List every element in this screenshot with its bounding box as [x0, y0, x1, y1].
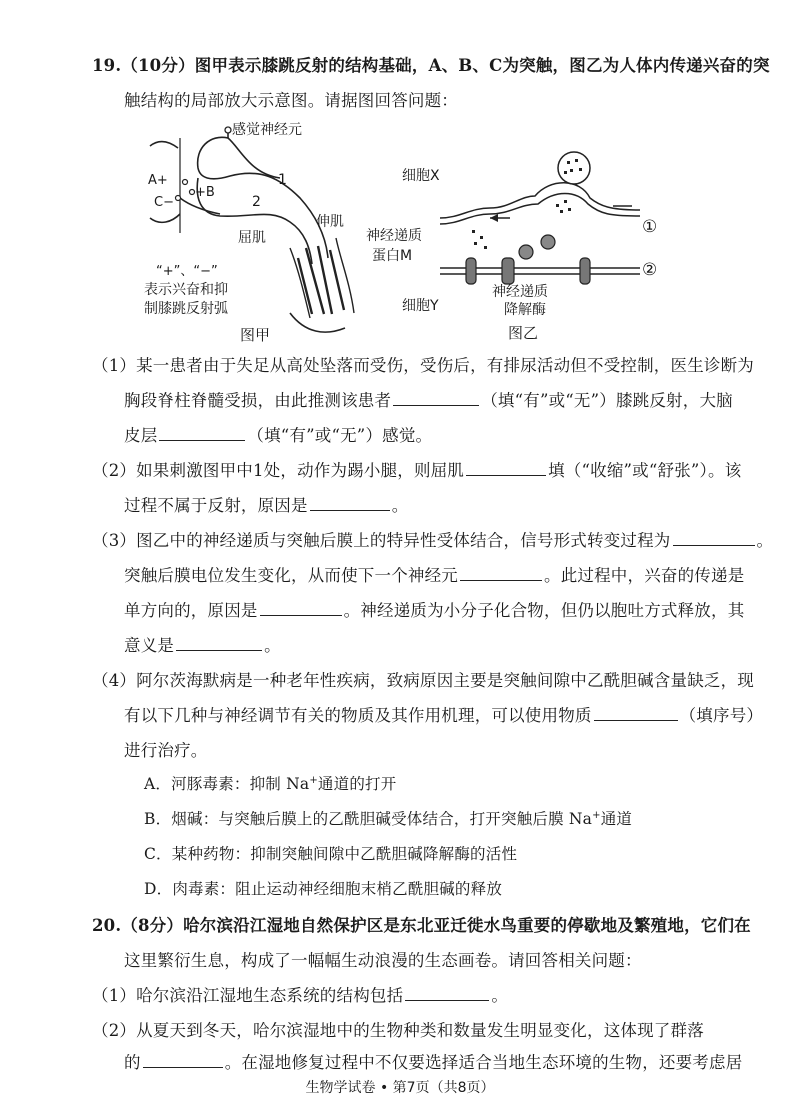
option-c [144, 842, 517, 864]
label-flexor: 屈肌 [238, 230, 266, 246]
q19-p2-text-b2: 。 [391, 496, 409, 515]
label-cell-y: 细胞Y [402, 298, 439, 314]
label-sensory-neuron: 感觉神经元 [232, 122, 302, 138]
q19-p4-line3 [124, 737, 208, 761]
q20-p1-line [92, 982, 508, 1006]
muscle-fibres [298, 246, 344, 314]
answer-blank[interactable] [460, 566, 542, 581]
q19-p4-text-c: 进行治疗。 [124, 741, 208, 760]
label-enzyme-line2: 降解酶 [504, 302, 546, 318]
q19-p2-line2 [124, 492, 408, 516]
q19-figure [140, 118, 700, 346]
option-b-text: B．烟碱：与突触后膜上的乙酰胆碱受体结合，打开突触后膜 Na [144, 810, 593, 828]
q20-p2-text-b1: 的 [124, 1053, 141, 1072]
synapse-b-icon [190, 190, 195, 195]
answer-blank[interactable] [594, 706, 678, 721]
q19-p1-text-a: （1）某一患者由于失足从高处坠落而受伤，受伤后，有排尿活动但不受控制，医生诊断为 [92, 356, 754, 375]
option-b-text-2: 通道 [600, 810, 633, 828]
answer-blank[interactable] [673, 531, 755, 546]
q20-p2-line1 [92, 1017, 704, 1041]
label-synapse-b: +B [195, 185, 215, 200]
option-b [144, 807, 632, 829]
q19-p1-text-c2: （填“有”或“无”）感觉。 [247, 426, 433, 445]
option-b-sup: + [592, 809, 601, 821]
q19-stem-line2 [124, 87, 458, 111]
label-circle-1: ① [642, 217, 658, 237]
q19-p1-text-b1: 胸段脊柱脊髓受损，由此推测该患者 [124, 391, 392, 410]
vesicle-icon [558, 152, 590, 184]
q19-stem-2: 触结构的局部放大示意图。请据图回答问题： [124, 91, 458, 110]
presynaptic-membrane-lower [440, 194, 640, 225]
q20-p1-text-2: 。 [491, 986, 509, 1005]
label-protein-m: 蛋白M [372, 248, 413, 264]
presynaptic-membrane-upper [440, 183, 640, 218]
q19-p3-text-b2: 。此过程中，兴奋的传递是 [544, 566, 745, 585]
q19-p2-text-b1: 过程不属于反射，原因是 [124, 496, 308, 515]
sensory-soma-icon [225, 127, 231, 133]
q19-p4-line2 [124, 702, 763, 726]
arrow-left-head-icon [490, 214, 498, 222]
option-c-text: C．某种药物：抑制突触间隙中乙酰胆碱降解酶的活性 [144, 845, 518, 863]
q19-p3-text-b1: 突触后膜电位发生变化，从而使下一个神经元 [124, 566, 458, 585]
label-circle-2: ② [642, 260, 658, 280]
q19-p3-line3 [124, 597, 744, 621]
q19-p1-text-b2: （填“有”或“无”）膝跳反射，大脑 [481, 391, 733, 410]
q19-stem-1: 19.（10分）图甲表示膝跳反射的结构基础，A、B、C为突触，图乙为人体内传递兴奋的突 [92, 56, 770, 75]
label-enzyme-line1: 神经递质 [492, 284, 548, 300]
q20-p2-line2 [124, 1049, 742, 1073]
q20-stem-line1 [92, 912, 751, 936]
label-synapse-a: A+ [148, 173, 168, 188]
answer-blank[interactable] [310, 496, 390, 511]
option-a-text-2: 通道的打开 [317, 775, 397, 793]
q20-p2-text-a: （2）从夏天到冬天，哈尔滨湿地中的生物种类和数量发生明显变化，这体现了群落 [92, 1021, 704, 1040]
answer-blank[interactable] [143, 1053, 223, 1068]
answer-blank[interactable] [393, 391, 479, 406]
degrading-enzyme-icon [519, 235, 555, 259]
synapse-c-icon [176, 196, 181, 201]
option-a-sup: + [309, 774, 318, 786]
q19-p3-text-d2: 。 [264, 636, 281, 655]
page-footer: 生物学试卷 • 第7页（共8页） [305, 1080, 495, 1096]
q19-p3-text-a2: 。 [756, 531, 774, 550]
legend-line-1: “+”、“−” [156, 264, 218, 279]
q19-p3-text-c2: 。神经递质为小分子化合物，但仍以胞吐方式释放，其 [343, 601, 745, 620]
q19-p2-text-a2: 填（“收缩”或“舒张”）。该 [548, 461, 742, 480]
synapse-a-icon [183, 180, 188, 185]
q20-p1-text-1: （1）哈尔滨沿江湿地生态系统的结构包括 [92, 986, 404, 1005]
option-d-text: D．肉毒素：阻止运动神经细胞末梢乙酰胆碱的释放 [144, 880, 503, 898]
q20-stem-2: 这里繁衍生息，构成了一幅幅生动浪漫的生态画卷。请回答相关问题： [124, 951, 642, 970]
option-a [144, 772, 396, 794]
answer-blank[interactable] [176, 636, 262, 651]
caption-figure-b: 图乙 [508, 324, 539, 342]
label-extensor: 伸肌 [316, 214, 344, 230]
q19-p1-line3 [124, 422, 432, 446]
q19-p3-text-a1: （3）图乙中的神经递质与突触后膜上的特异性受体结合，信号形式转变过程为 [92, 531, 671, 550]
answer-blank[interactable] [466, 461, 546, 476]
caption-figure-a: 图甲 [240, 326, 271, 344]
q19-p4-text-a: （4）阿尔茨海默病是一种老年性疾病，致病原因主要是突触间隙中乙酰胆碱含量缺乏，现 [92, 671, 754, 690]
legend-line-2: 表示兴奋和抑 [144, 282, 228, 298]
q19-p2-line1 [92, 457, 741, 481]
q19-p3-text-c1: 单方向的，原因是 [124, 601, 258, 620]
q19-p4-line1 [92, 667, 754, 691]
q19-stem-line1 [92, 52, 770, 76]
option-a-text: A．河豚毒素：抑制 Na [144, 775, 310, 793]
option-d [144, 877, 502, 899]
legend-line-3: 制膝跳反射弧 [144, 301, 228, 317]
label-num-2: 2 [252, 194, 261, 210]
q19-p1-line2 [124, 387, 733, 411]
q19-p1-line1 [92, 352, 754, 376]
q19-p3-line2 [124, 562, 744, 586]
answer-blank[interactable] [405, 986, 489, 1001]
q19-p3-line4 [124, 632, 281, 656]
q20-p2-text-b2: 。在湿地修复过程中不仅要选择适合当地生态环境的生物，还要考虑居 [224, 1053, 743, 1072]
q19-p1-text-c1: 皮层 [124, 426, 158, 445]
receptor-protein-m-icon [466, 258, 590, 284]
q19-p4-text-b2: （填序号） [679, 706, 764, 725]
label-neurotransmitter: 神经递质 [366, 228, 422, 244]
label-num-1: 1 [278, 172, 287, 188]
answer-blank[interactable] [159, 426, 245, 441]
q19-p3-line1 [92, 527, 773, 551]
answer-blank[interactable] [260, 601, 342, 616]
label-cell-x: 细胞X [402, 168, 440, 184]
q19-p4-text-b1: 有以下几种与神经调节有关的物质及其作用机理，可以使用物质 [124, 706, 592, 725]
label-synapse-c: C− [154, 195, 174, 210]
q20-stem-1: 20.（8分）哈尔滨沿江湿地自然保护区是东北亚迁徙水鸟重要的停歇地及繁殖地，它们在 [92, 916, 751, 935]
q19-p2-text-a1: （2）如果刺激图甲中1处，动作为踢小腿，则屈肌 [92, 461, 465, 480]
q20-stem-line2 [124, 947, 642, 971]
q19-p3-text-d1: 意义是 [124, 636, 175, 655]
